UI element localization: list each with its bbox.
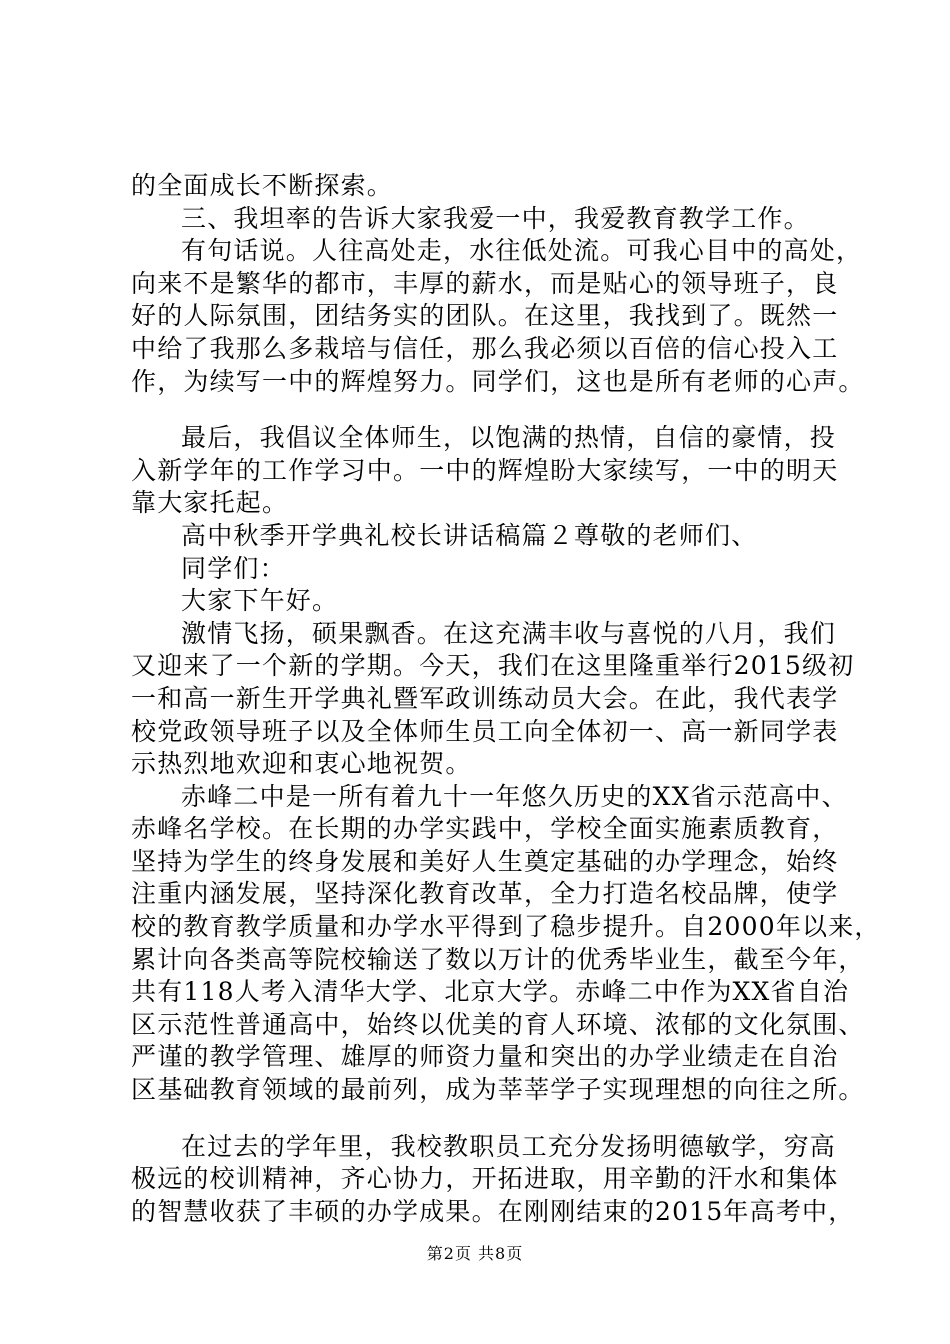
text-line: 注重内涵发展，坚持深化教育改革，全力打造名校品牌，使学 <box>131 879 839 909</box>
text-line: 高中秋季开学典礼校长讲话稿篇２尊敬的老师们、 <box>181 520 758 550</box>
text-line: 最后，我倡议全体师生，以饱满的热情，自信的豪情，投 <box>181 423 837 453</box>
text-line: 坚持为学生的终身发展和美好人生奠定基础的办学理念，始终 <box>131 846 839 876</box>
text-line: 向来不是繁华的都市，丰厚的薪水，而是贴心的领导班子，良 <box>131 268 839 298</box>
text-line: 三、我坦率的告诉大家我爱一中，我爱教育教学工作。 <box>181 203 810 233</box>
text-line: 区示范性普通高中，始终以优美的育人环境、浓郁的文化氛围、 <box>131 1009 865 1039</box>
text-line: 区基础教育领域的最前列，成为莘莘学子实现理想的向往之所。 <box>131 1075 865 1105</box>
text-line: 靠大家托起。 <box>131 488 289 518</box>
text-line: 校党政领导班子以及全体师生员工向全体初一、高一新同学表 <box>131 716 839 746</box>
paragraph-gap <box>131 398 849 422</box>
text-line: 入新学年的工作学习中。一中的辉煌盼大家续写，一中的明天 <box>131 455 839 485</box>
text-line: 好的人际氛围，团结务实的团队。在这里，我找到了。既然一 <box>131 301 839 331</box>
text-line: 中给了我那么多栽培与信任，那么我必须以百倍的信心投入工 <box>131 333 839 363</box>
text-line: 示热烈地欢迎和衷心地祝贺。 <box>131 749 472 779</box>
text-line: 赤峰名学校。在长期的办学实践中，学校全面实施素质教育， <box>131 814 839 844</box>
text-line: 在过去的学年里，我校教职员工充分发扬明德敏学，穷高 <box>181 1131 837 1161</box>
text-line: 有句话说。人往高处走，水往低处流。可我心目中的高处， <box>181 236 863 266</box>
text-line: 的全面成长不断探索。 <box>131 171 394 200</box>
text-line: 严谨的教学管理、雄厚的师资力量和突出的办学业绩走在自治 <box>131 1042 839 1072</box>
document-body <box>131 170 881 1228</box>
text-line: 又迎来了一个新的学期。今天，我们在这里隆重举行2015级初 <box>131 651 855 681</box>
text-line: 一和高一新生开学典礼暨军政训练动员大会。在此，我代表学 <box>131 683 839 713</box>
text-line: 同学们： <box>181 553 286 583</box>
text-line: 极远的校训精神，齐心协力，开拓进取，用辛勤的汗水和集体 <box>131 1164 839 1194</box>
text-line: 累计向各类高等院校输送了数以万计的优秀毕业生，截至今年， <box>131 944 865 974</box>
text-line: 校的教育教学质量和办学水平得到了稳步提升。自2000年以来， <box>131 912 881 942</box>
text-line: 共有118人考入清华大学、北京大学。赤峰二中作为XX省自治 <box>131 977 850 1007</box>
text-line: 大家下午好。 <box>181 586 339 616</box>
text-line: 的智慧收获了丰硕的办学成果。在刚刚结束的2015年高考中， <box>131 1196 855 1226</box>
text-line: 作，为续写一中的辉煌努力。同学们，这也是所有老师的心声。 <box>131 366 865 396</box>
text-line: 激情飞扬，硕果飘香。在这充满丰收与喜悦的八月，我们 <box>181 618 837 648</box>
text-line: 赤峰二中是一所有着九十一年悠久历史的XX省示范高中、 <box>181 781 848 811</box>
paragraph-gap <box>131 1107 849 1131</box>
page-number-footer: 第2页 共8页 <box>426 1244 524 1263</box>
